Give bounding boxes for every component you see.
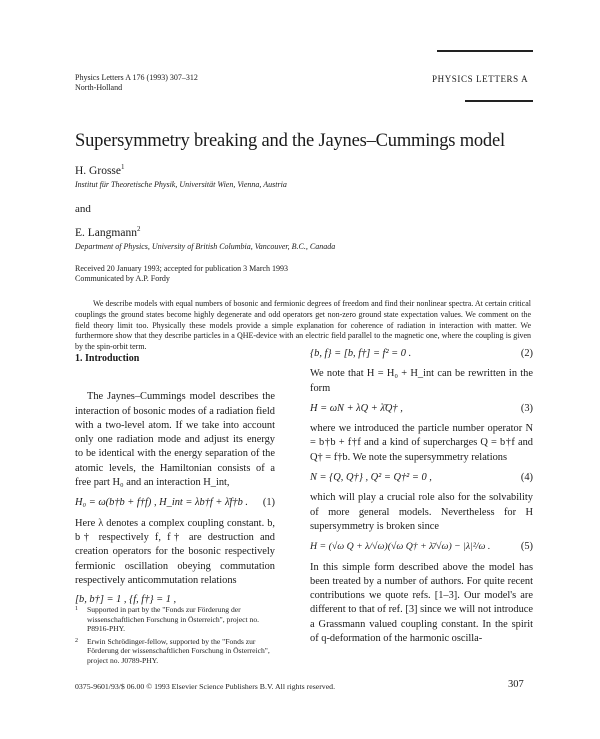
journal-name: PHYSICS LETTERS A <box>432 74 529 84</box>
section-heading: 1. Introduction <box>75 353 140 364</box>
body-paragraph: In this simple form described above the model has been treated by a number of authors. For quite recent contributions we quote refs. [1–3]. Our model's are different to that of ref. [3] since we will not introduce a Grassmann valued coupling constant. In the spirit of q-deformation of the harmonic oscilla- <box>310 561 533 645</box>
left-column <box>75 352 275 613</box>
intro-paragraph: Here λ denotes a complex coupling constant. b, b† respectively f, f† are destruction and creation operators for the bosonic respectively fermionic oscillation obeying commutation respectively anticommutation relations <box>75 517 275 586</box>
right-column <box>310 347 533 646</box>
footnotes <box>75 605 275 666</box>
equation-2: [b, b†] = 1 , {f, f†} = 1 , <box>75 594 177 606</box>
intro-paragraph: The Jaynes–Cummings model describes the interaction of bosonic modes of a radiation field with a two-level atom. If we take into account only one radiation mode and adjust its energy to be identical with the energy separation of the atomic levels, the Hamiltonian consists of a free part H₀ and an interaction H_int, <box>75 391 275 489</box>
author-name: H. Grosse$^1$ <box>75 163 125 177</box>
author-name: E. Langmann$^2$ <box>75 225 141 239</box>
received-date: Received 20 January 1993; accepted for publication 3 March 1993 <box>75 264 289 273</box>
body-paragraph: where we introduced the particle number operator N = b†b + f†f and a kind of supercharges Q = b†f and Q† = f†b. We note the supersymmetry relations <box>310 423 533 463</box>
header-rule-bottom <box>465 100 533 102</box>
abstract: We describe models with equal numbers of bosonic and fermionic degrees of freedom and find their nonlinear spectra. At certain critical couplings the ground states become highly degenerate and odd operators get non-zero ground state expectation values. We comment on the field theory limit too. Physically these models provide a simple explanation for coherence of radiation in interaction with matter. We furthermore show that they describe particles in a QHE-device with an electric field parallel to the magnetic one, where the coupling is given by the spin-orbit term. <box>75 299 531 352</box>
author-affiliation: Department of Physics, University of British Columbia, Vancouver, B.C., Canada <box>75 242 336 251</box>
footnote: 2 Erwin Schrödinger-fellow, supported by the "Fonds zur Förderung der wissenschaftlichen Forschung in Österreich", project no. J0789-PHY. <box>75 636 270 665</box>
equation-5: H = (√ω Q + λ/√ω)(√ω Q† + λ̄/√ω) − |λ|²/ω . (5) <box>310 541 533 553</box>
paper-title: Supersymmetry breaking and the Jaynes–Cummings model <box>75 131 505 151</box>
copyright-line: 0375-9601/93/$ 06.00 © 1993 Elsevier Science Publishers B.V. All rights reserved. <box>75 682 336 691</box>
communicated-by: Communicated by A.P. Fordy <box>75 274 170 283</box>
page-number: 307 <box>508 679 524 690</box>
author-affiliation: Institut für Theoretische Physik, Universität Wien, Vienna, Austria <box>75 180 287 189</box>
header-rule-top <box>437 50 533 52</box>
journal-citation: Physics Letters A 176 (1993) 307–312 <box>75 73 198 82</box>
equation-4: N = {Q, Q†} , Q² = Q†² = 0 , (4) <box>310 472 533 484</box>
equation-1: H₀ = ω(b†b + f†f) , H_int = λb†f + λ̄f†b . (1) <box>75 497 275 509</box>
and-separator: and <box>75 203 91 215</box>
equation-2-cont: {b, f} = [b, f†] = f² = 0 . (2) <box>310 348 533 359</box>
footnote: 1 Supported in part by the "Fonds zur Förderung der wissenschaftlichen Forschung in Österreich", project no. P8916-PHY. <box>75 605 260 634</box>
body-paragraph: which will play a crucial role also for the solvability of more general models. Nevertheless for H supersymmetry is broken since <box>310 492 533 532</box>
equation-3: H = ωN + λQ + λ̄Q† , (3) <box>310 402 533 414</box>
body-paragraph: We note that H = H₀ + H_int can be rewritten in the form <box>310 368 533 394</box>
publisher-place: North-Holland <box>75 83 123 92</box>
